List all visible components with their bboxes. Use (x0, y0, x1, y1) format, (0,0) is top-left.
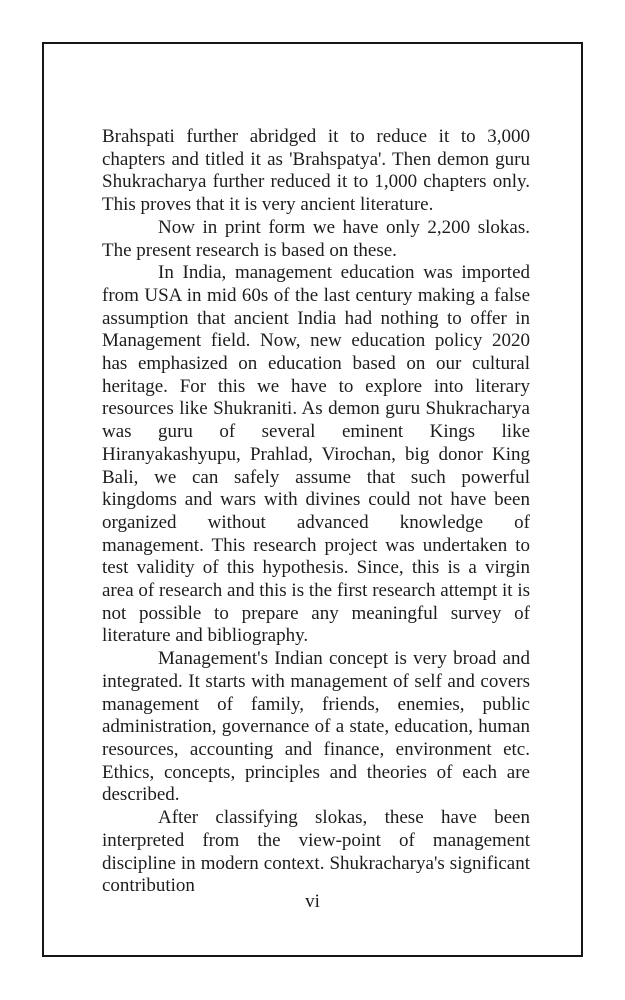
paragraph-4: Management's Indian concept is very broad and integrated. It starts with management of self and covers management of family, friends, enemies, public administration, governance of a state, education, human resources, accounting and finance, environment etc. Ethics, concepts, principles and theories of each are described. (102, 648, 530, 806)
paragraph-5: After classifying slokas, these have been interpreted from the view-point of management discipline in modern context. Shukracharya's significant contribution (102, 807, 530, 897)
paragraph-2: Now in print form we have only 2,200 slokas. The present research is based on these. (102, 216, 530, 261)
page-number: vi (305, 891, 320, 912)
paragraph-1: Brahspati further abridged it to reduce it to 3,000 chapters and titled it as 'Brahspatya'. Then demon guru Shukracharya further reduced it to 1,000 chapters only. This proves that it is very ancient literature. (102, 126, 530, 216)
paragraph-3: In India, management education was imported from USA in mid 60s of the last century making a false assumption that ancient India had nothing to offer in Management field. Now, new education policy 2020 has emphasized on education based on our cultural heritage. For this we have to explore into literary resources like Shukraniti. As demon guru Shukracharya was guru of several eminent Kings like Hiranyakashyupu, Prahlad, Virochan, big donor King Bali, we can safely assume that such powerful kingdoms and wars with divines could not have been organized without advanced knowledge of management. This research project was undertaken to test validity of this hypothesis. Since, this is a virgin area of research and this is the first research attempt it is not possible to prepare any meaningful survey of literature and bibliography. (102, 262, 530, 647)
text-block (102, 126, 530, 898)
